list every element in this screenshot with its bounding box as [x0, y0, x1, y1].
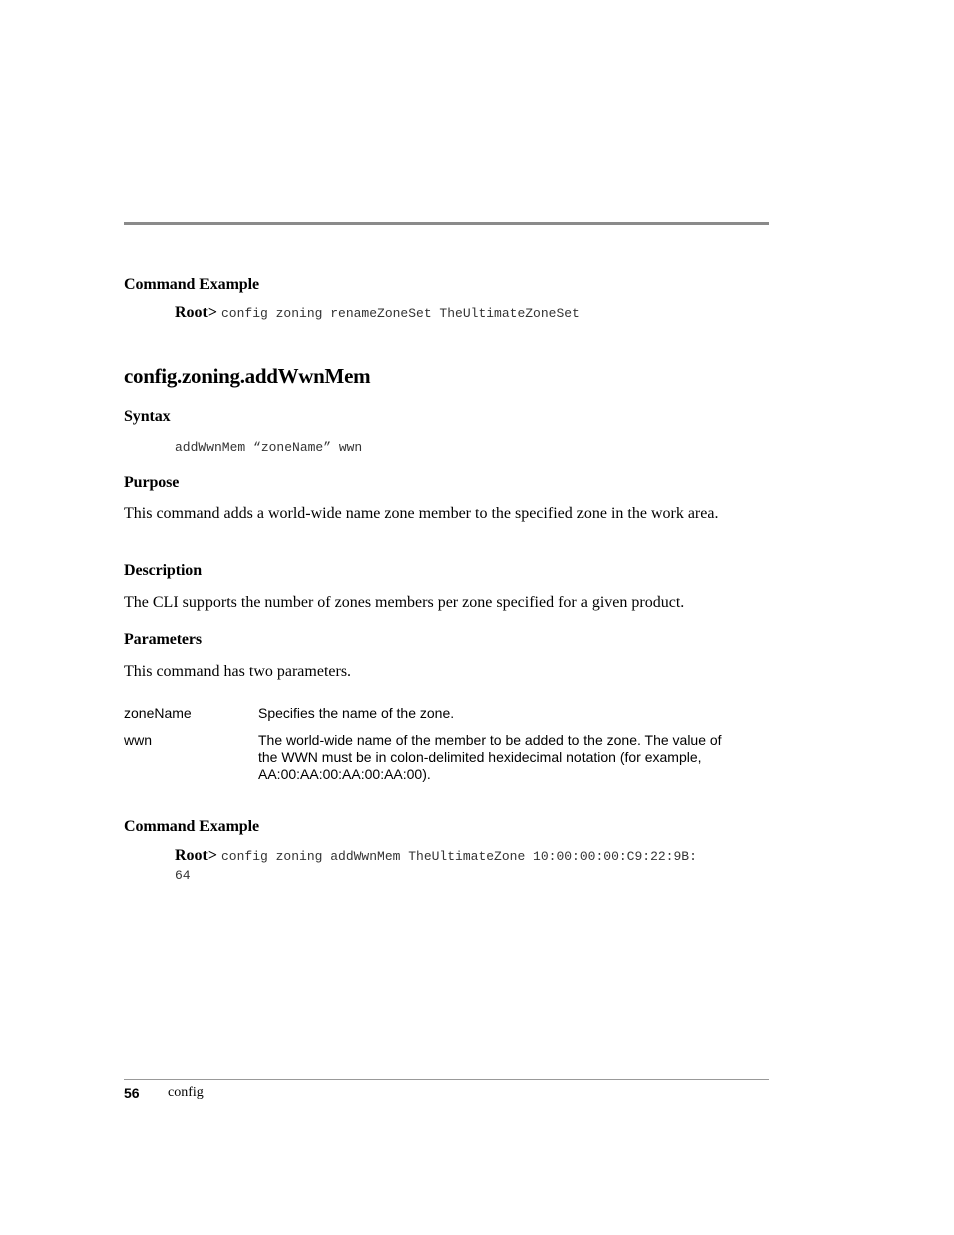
- command-example-heading-2: Command Example: [124, 818, 259, 835]
- param-description: The world-wide name of the member to be added to the zone. The value of the WWN must be in colon-delimited hexidecimal notation (for example, AA:00:AA:00:AA:00:AA:00).: [258, 732, 722, 782]
- description-text: The CLI supports the number of zones members per zone specified for a given product.: [124, 594, 685, 611]
- command-text-continued: 64: [175, 868, 191, 883]
- purpose-heading: Purpose: [124, 474, 180, 491]
- command-example-1: [175, 304, 580, 322]
- parameters-heading: Parameters: [124, 631, 203, 648]
- purpose-text: This command adds a world-wide name zone member to the specified zone in the work area.: [124, 505, 719, 522]
- param-description: Specifies the name of the zone.: [258, 705, 455, 721]
- param-name: zoneName: [124, 705, 192, 721]
- command-text: config zoning addWwnMem TheUltimateZone 10:00:00:00:C9:22:9B:: [221, 849, 697, 864]
- param-name: wwn: [124, 732, 153, 748]
- syntax-code: addWwnMem “zoneName” wwn: [175, 440, 363, 455]
- header-rule: [124, 222, 769, 225]
- footer-rule: [124, 1079, 769, 1080]
- root-prompt: Root>: [175, 847, 217, 864]
- syntax-heading: Syntax: [124, 408, 171, 425]
- parameters-intro: This command has two parameters.: [124, 663, 352, 680]
- page-number: 56: [124, 1085, 140, 1101]
- footer-section-name: config: [168, 1085, 204, 1100]
- command-example-heading-1: Command Example: [124, 276, 259, 293]
- command-text: config zoning renameZoneSet TheUltimateZoneSet: [221, 306, 580, 321]
- root-prompt: Root>: [175, 304, 217, 321]
- command-example-2: [175, 847, 697, 865]
- page-title: config.zoning.addWwnMem: [124, 364, 371, 388]
- description-heading: Description: [124, 562, 203, 579]
